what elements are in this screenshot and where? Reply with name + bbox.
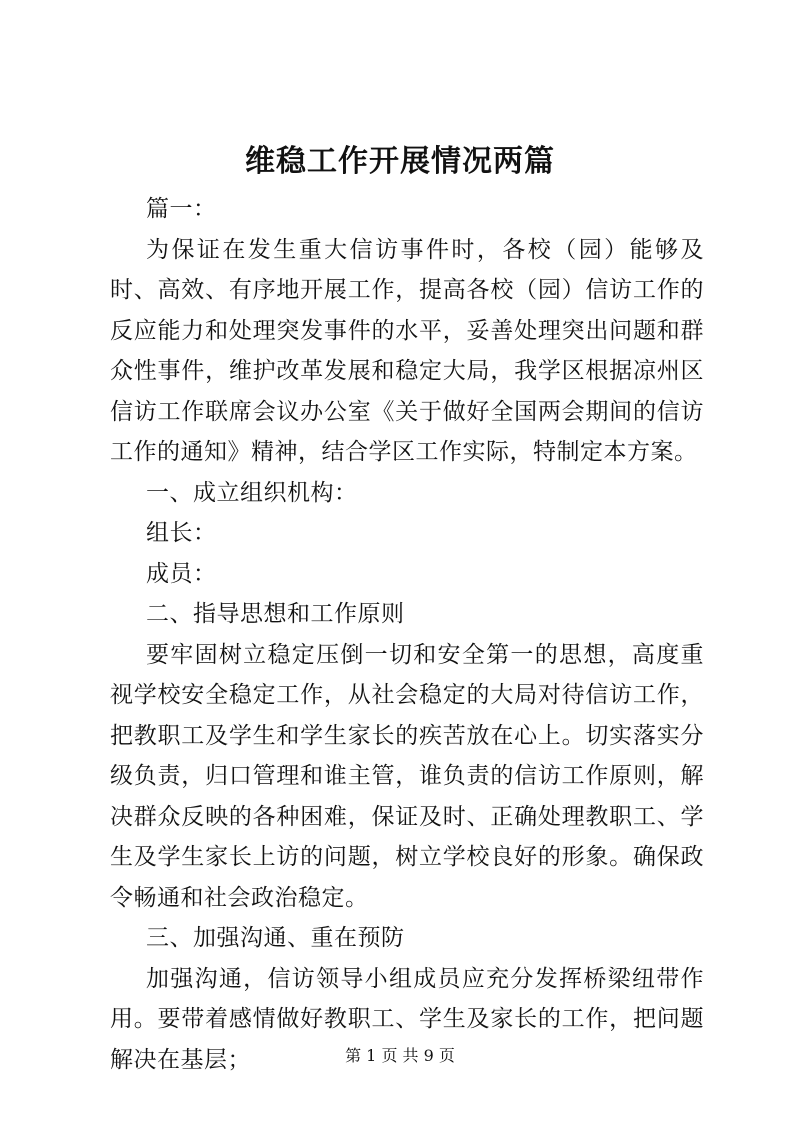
page-number-footer: 第 1 页 共 9 页 <box>345 1046 455 1065</box>
group-leader-line: 组长： <box>146 520 217 546</box>
principles-paragraph: 要牢固树立稳定压倒一切和安全第一的思想，高度重视学校安全稳定工作，从社会稳定的大局对待信访工作，把教职工及学生和学生家长的疾苦放在心上。切实落实分级负责，归口管理和谁主管，谁负责的信访工作原则，解决群众反映的各种困难，保证及时、正确处理教职工、学生及学生家长上访的问题，树立学校良好的形象。确保政令畅通和社会政治稳定。 <box>110 641 704 911</box>
section-heading-organization: 一、成立组织机构： <box>146 479 358 506</box>
section-heading-communication: 三、加强沟通、重在预防 <box>146 925 405 951</box>
intro-paragraph: 为保证在发生重大信访事件时，各校（园）能够及时、高效、有序地开展工作，提高各校（园）信访工作的反应能力和处理突发事件的水平，妥善处理突出问题和群众性事件，维护改革发展和稳定大局，我学区根据凉州区信访工作联席会议办公室《关于做好全国两会期间的信访工作的通知》精神，结合学区工作实际，特制定本方案。 <box>110 236 704 465</box>
document-title: 维稳工作开展情况两篇 <box>245 144 555 179</box>
communication-paragraph: 加强沟通，信访领导小组成员应充分发挥桥梁纽带作用。要带着感情做好教职工、学生及家长的工作，把问题解决在基层； <box>110 965 704 1073</box>
members-line: 成员： <box>146 560 217 587</box>
section-label-part-one: 篇一： <box>146 196 217 222</box>
section-heading-principles: 二、指导思想和工作原则 <box>146 601 405 627</box>
document-body <box>110 189 704 1080</box>
